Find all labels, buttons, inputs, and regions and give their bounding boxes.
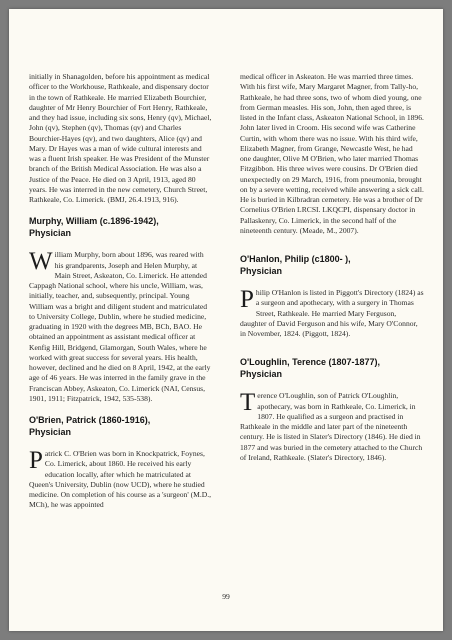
continued-paragraph: medical officer in Askeaton. He was married three times. With his first wife, Mary Margaret Magner, from Tally-ho, Rathkeale, he had three sons, two of whom died young, one from German measles. His son, John, then aged three, is listed in the Infant class, Askeaton National School, in 1896. John later lived in Croom. His second wife was Catherine Curtin, with whom there was no issue. With his third wife, Elizabeth Magner, from Grange, Newcastle West, he had one daughter, Olive M O'Brien, who later married Thomas Fitzgibbon. His three wives were cousins. Dr O'Brien died unexpectedly on 29 March, 1916, from pneumonia, brought on by a severe wetting, received while answering a sick call. He is buried in Kilbradran cemetery. He was a brother of Dr Cornelius O'Brien LRCSI. LKQCPI, dispensary doctor in Pallaskenry, Co. Limerick, in the second half of the nineteenth century. (Meade, M., 2007). bbox=[240, 72, 424, 235]
entry-heading-name: O'Brien, Patrick (1860-1916), bbox=[29, 415, 151, 425]
entry-body bbox=[240, 288, 424, 339]
entry-heading-role: Physician bbox=[29, 427, 72, 437]
entry-heading-name: Murphy, William (c.1896-1942), bbox=[29, 216, 159, 227]
continued-paragraph: initially in Shanagolden, before his appointment as medical officer to the Workhouse, Rathkeale, and dispensary doctor in the town of Rathkeale. He married Elizabeth Bourchier, daughter of Mr Henry Bourchier of Fort Henry, Rathkeale, and they had issue, including six sons, Henry (qv), Michael, John (qv), Stephen (qv), Thomas (qv) and Charles Bourchier-Hayes (qv), and two daughters, Alice (qv) and Mary. Dr Hayes was a man of wide cultural interests and was a fluent Irish speaker. He was President of the Munster branch of the British Medical Association. He was also a Justice of the Peace. He died on 3 April, 1913, aged 80 years. He was interred in the new cemetery, Church Street, Rathkeale, Co. Limerick. (BMJ, 26.4.1913, 916). bbox=[29, 72, 212, 204]
entry-body bbox=[29, 449, 213, 511]
page-number: 99 bbox=[222, 592, 230, 601]
entry-oloughlin-terence bbox=[240, 356, 424, 463]
entry-text: hilip O'Hanlon is listed in Piggott's Directory (1824) as a surgeon and apothecary, with a surgery in Thomas Street, Rathkeale. He married Mary Ferguson, daughter of David Ferguson and his wife, Mary O'Connor, in November, 1824. (Piggott, 1824). bbox=[240, 288, 424, 338]
entry-text: erence O'Loughlin, son of Patrick O'Loughlin, apothecary, was born in Rathkeale, Co. Limerick, in 1807. He qualified as a surgeon and practised in Rathkeale in the middle and later part of the nineteenth century. He is listed in Slater's Directory (1846). He died in 1877 and was buried in the cemetery attached to the Church of Ireland, Rathkeale. (Slater's Directory, 1846). bbox=[240, 391, 423, 462]
entry-murphy-william bbox=[29, 215, 213, 404]
entry-heading bbox=[240, 253, 424, 277]
document-page bbox=[9, 9, 443, 631]
entry-body bbox=[29, 250, 213, 404]
drop-cap: P bbox=[240, 286, 254, 313]
entry-heading-name: O'Hanlon, Philip (c1800- ), bbox=[240, 254, 351, 264]
drop-cap: P bbox=[29, 447, 43, 474]
entry-obrien-patrick bbox=[29, 414, 213, 511]
entry-text: atrick C. O'Brien was born in Knockpatrick, Foynes, Co. Limerick, about 1860. He received his early education locally, after which he matriculated at Queen's University, Dublin (now UCD), where he studied medicine. On completion of his course as a 'surgeon' (M.D., MCh), he was appointed bbox=[29, 449, 212, 510]
entry-heading bbox=[29, 414, 213, 438]
drop-cap: W bbox=[29, 248, 53, 276]
drop-cap: T bbox=[240, 389, 256, 417]
entry-ohanlon-philip bbox=[240, 253, 424, 339]
entry-heading-role: Physician bbox=[240, 369, 283, 380]
entry-heading bbox=[240, 356, 424, 380]
entry-heading-role: Physician bbox=[240, 266, 283, 276]
entry-body bbox=[240, 391, 424, 463]
left-column bbox=[29, 72, 213, 511]
right-column bbox=[240, 72, 424, 463]
entry-heading-name: O'Loughlin, Terence (1807-1877), bbox=[240, 357, 381, 368]
entry-heading-role: Physician bbox=[29, 228, 72, 239]
entry-text: illiam Murphy, born about 1896, was reared with his grandparents, Joseph and Helen Murphy, at Main Street, Askeaton, Co. Limerick. He attended Cappagh National school, where his uncle, William, was, initially, teacher, and, subsequently, principal. Young William was a bright and diligent student and matriculated to University College, Dublin, where he studied medicine, graduating in 1920 with the degrees MB, BCh, BAO. He obtained an appointment as assistant medical officer at Kenfig Hill, Bridgend, Glamorgan, South Wales, where he worked with great success for several years. His health, however, declined and he died on 8 April, 1942, at the early age of 46 years. He was interred in the family grave in the Franciscan Abbey, Askeaton, Co. Limerick (NAI, Census, 1901, 1911; Fitzpatrick, 1942, 535-538). bbox=[29, 250, 211, 403]
entry-heading bbox=[29, 215, 213, 239]
